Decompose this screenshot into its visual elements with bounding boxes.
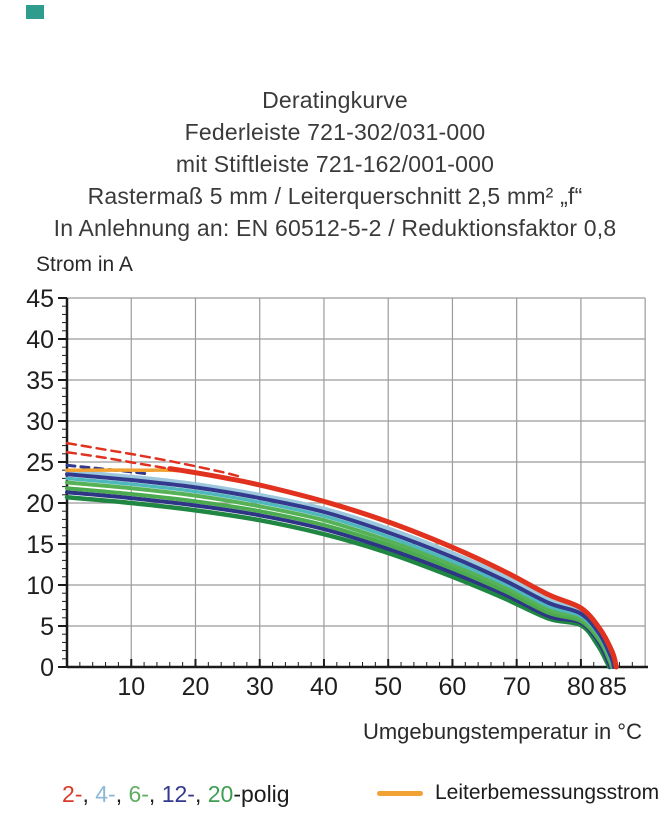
y-tick-label: 30 [26, 408, 54, 436]
chart-title: Deratingkurve [262, 87, 408, 113]
y-tick-label: 35 [26, 367, 54, 395]
pole-label-20: 20 [207, 781, 234, 807]
y-tick-label: 0 [40, 654, 54, 682]
legend-separator: , [82, 781, 96, 807]
x-tick-label: 85 [599, 673, 627, 701]
legend-suffix: -polig [233, 781, 290, 807]
title-block [0, 84, 670, 244]
y-tick-label: 40 [26, 326, 54, 354]
y-tick-label: 5 [40, 613, 54, 641]
rated-current-legend [377, 781, 659, 805]
derating-chart [0, 288, 670, 718]
y-tick-label: 15 [26, 531, 54, 559]
x-tick-label: 80 [567, 673, 595, 701]
x-tick-label: 10 [117, 673, 146, 701]
x-tick-label: 70 [502, 673, 531, 701]
rated-current-line-swatch [377, 791, 423, 796]
subtitle-federleiste: Federleiste 721-302/031-000 [184, 119, 486, 145]
subtitle-rastermass: Rastermaß 5 mm / Leiterquerschnitt 2,5 mm² „f“ [87, 183, 583, 209]
y-axis-label: Strom in A [36, 253, 133, 276]
x-axis-label: Umgebungstemperatur in °C [362, 719, 642, 744]
y-tick-label: 25 [26, 449, 54, 477]
legend-poles [62, 781, 290, 808]
pole-label-4: 4- [95, 781, 116, 807]
y-tick-label: 10 [26, 572, 54, 600]
legend-separator: , [115, 781, 129, 807]
subtitle-norm: In Anlehnung an: EN 60512-5-2 / Reduktionsfaktor 0,8 [53, 215, 617, 241]
x-tick-label: 50 [374, 673, 403, 701]
subtitle-stiftleiste: mit Stiftleiste 721-162/001-000 [175, 151, 495, 177]
x-tick-label: 30 [245, 673, 274, 701]
x-tick-label: 60 [438, 673, 467, 701]
corner-marker [26, 5, 44, 19]
x-tick-label: 40 [310, 673, 338, 701]
y-tick-label: 45 [26, 288, 54, 313]
legend-separator: , [194, 781, 208, 807]
rated-current-label: Leiterbemessungsstrom [435, 781, 660, 804]
pole-label-2: 2- [62, 781, 83, 807]
y-tick-label: 20 [26, 490, 54, 518]
pole-label-12: 12- [161, 781, 195, 807]
legend-separator: , [148, 781, 162, 807]
x-tick-label: 20 [181, 673, 210, 701]
curve-6-polig-a [67, 483, 612, 668]
pole-label-6: 6- [128, 781, 149, 807]
